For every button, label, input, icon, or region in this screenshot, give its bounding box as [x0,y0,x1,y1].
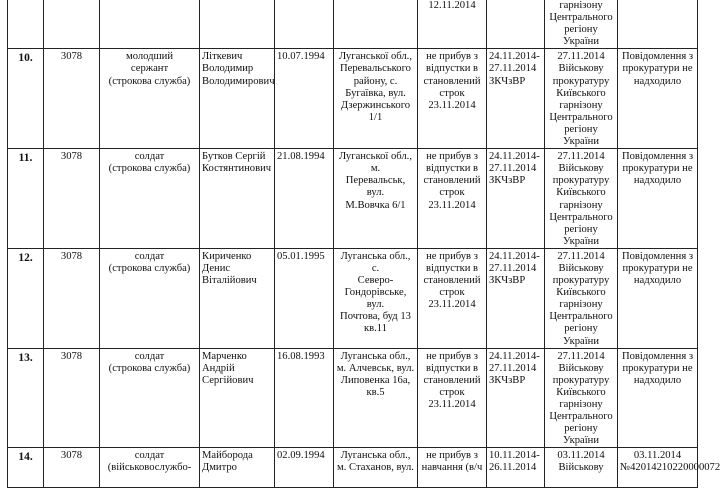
row-number [8,0,44,49]
circumstance-cell: не прибув з відпустки в становлений строк 23.11.2014 [418,348,487,448]
report-to-cell: 03.11.2014 Військову [545,448,618,488]
rank-cell: молодший сержант (строкова служба) [100,49,200,149]
status-cell [618,0,698,49]
deserters-table [7,0,720,488]
dob-cell: 10.07.1994 [275,49,334,149]
period-cell [487,0,545,49]
circumstance-cell: не прибув з навчання (в/ч [418,448,487,488]
address-cell [334,0,418,49]
unit-cell: 3078 [44,149,100,249]
unit-cell: 3078 [44,348,100,448]
name-cell: Бутков Сергій Костянтинович [200,149,275,249]
table-row [8,49,698,149]
table-row [8,149,698,249]
name-cell: Марченко Андрій Сергійович [200,348,275,448]
period-cell: 24.11.2014- 27.11.2014 ЗКЧзВР [487,348,545,448]
circumstance-cell: 12.11.2014 [418,0,487,49]
unit-cell: 3078 [44,49,100,149]
address-cell: Луганська обл., с. Северо- Гондорівське, вул. Почтова, буд 13 кв.11 [334,248,418,348]
circumstance-cell: не прибув з відпустки в становлений строк 23.11.2014 [418,149,487,249]
period-cell: 24.11.2014- 27.11.2014 ЗКЧзВР [487,149,545,249]
table-row [8,0,698,49]
dob-cell: 16.08.1993 [275,348,334,448]
report-to-cell: 27.11.2014 Військову прокуратуру Київського гарнізону Центрального регіону України [545,348,618,448]
period-cell: 24.11.2014- 27.11.2014 ЗКЧзВР [487,49,545,149]
table-row [8,448,698,488]
rank-cell: солдат (строкова служба) [100,348,200,448]
period-cell: 10.11.2014- 26.11.2014 [487,448,545,488]
dob-cell [275,0,334,49]
report-to-cell: гарнізону Центрального регіону України [545,0,618,49]
address-cell: Луганської обл., м. Перевальськ, вул. М.Вовчка 6/1 [334,149,418,249]
unit-cell [44,0,100,49]
period-cell: 24.11.2014- 27.11.2014 ЗКЧзВР [487,248,545,348]
row-number: 14. [8,448,44,488]
report-to-cell: 27.11.2014 Військову прокуратуру Київського гарнізону Центрального регіону України [545,49,618,149]
address-cell: Луганської обл., Перевальського району, с. Бугаївка, вул. Дзержинського 1/1 [334,49,418,149]
status-cell: Повідомлення з прокуратури не надходило [618,49,698,149]
rank-cell: солдат (строкова служба) [100,149,200,249]
status-cell: Повідомлення з прокуратури не надходило [618,348,698,448]
row-number: 11. [8,149,44,249]
address-cell: Луганська обл., м. Стаханов, вул. [334,448,418,488]
unit-cell: 3078 [44,448,100,488]
row-number: 10. [8,49,44,149]
row-number: 13. [8,348,44,448]
status-cell: Повідомлення з прокуратури не надходило [618,248,698,348]
circumstance-cell: не прибув з відпустки в становлений строк 23.11.2014 [418,248,487,348]
table-row [8,248,698,348]
rank-cell: солдат (військовослужбо- [100,448,200,488]
name-cell: Кириченко Денис Віталійович [200,248,275,348]
dob-cell: 21.08.1994 [275,149,334,249]
unit-cell: 3078 [44,248,100,348]
dob-cell: 02.09.1994 [275,448,334,488]
circumstance-cell: не прибув з відпустки в становлений строк 23.11.2014 [418,49,487,149]
row-number: 12. [8,248,44,348]
name-cell [200,0,275,49]
status-cell: Повідомлення з прокуратури не надходило [618,149,698,249]
report-to-cell: 27.11.2014 Військову прокуратуру Київського гарнізону Центрального регіону України [545,248,618,348]
rank-cell [100,0,200,49]
dob-cell: 05.01.1995 [275,248,334,348]
status-cell: 03.11.2014 №42014210220000072 [618,448,698,488]
name-cell: Літкевич Володимир Володимирович [200,49,275,149]
rank-cell: солдат (строкова служба) [100,248,200,348]
address-cell: Луганська обл., м. Алчевськ, вул. Липовенка 16а, кв.5 [334,348,418,448]
name-cell: Майборода Дмитро [200,448,275,488]
table-row [8,348,698,448]
report-to-cell: 27.11.2014 Військову прокуратуру Київського гарнізону Центрального регіону України [545,149,618,249]
